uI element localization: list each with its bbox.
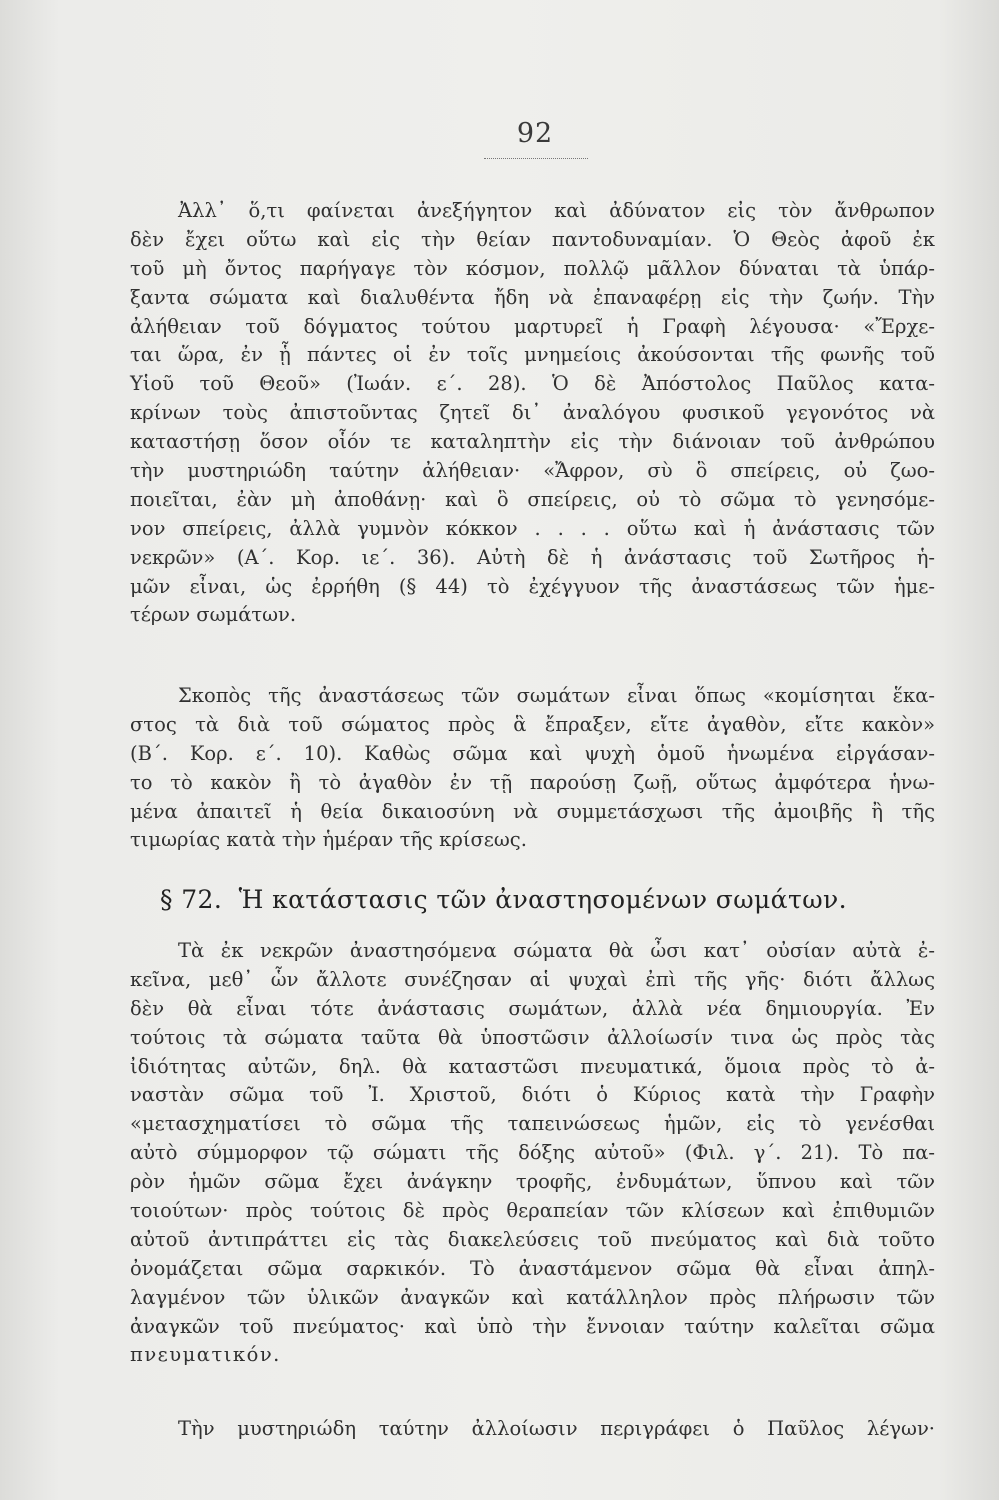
text-line: πνευματικόν.: [130, 1343, 281, 1367]
section-title: Ἡ κατάστασις τῶν ἀναστησομένων σωμάτων.: [238, 885, 847, 914]
text-line: ναστὰν σῶμα τοῦ Ἰ. Χριστοῦ, διότι ὁ Κύριος κατὰ τὴν Γραφὴν: [130, 1083, 935, 1107]
text-line: νον σπείρεις, ἀλλὰ γυμνὸν κόκκον . . . . οὕτω καὶ ἡ ἀνάστασις τῶν: [130, 516, 935, 540]
text-line: νεκρῶν» (Α΄. Κορ. ιε΄. 36). Αὐτὴ δὲ ἡ ἀνάστασις τοῦ Σωτῆρος ἡ-: [130, 545, 935, 569]
section-heading: [160, 885, 920, 914]
text-line: ται ὥρα, ἐν ᾗ πάντες οἱ ἐν τοῖς μνημείοις ἀκούσονται τῆς φωνῆς τοῦ: [130, 343, 935, 367]
text-line: Υἱοῦ τοῦ Θεοῦ» (Ἰωάν. ε΄. 28). Ὁ δὲ Ἀπόστολος Παῦλος κατα-: [130, 372, 935, 396]
paragraph-2: [130, 682, 935, 855]
text-line: «μετασχηματίσει τὸ σῶμα τῆς ταπεινώσεως ἡμῶν, εἰς τὸ γενέσθαι: [130, 1112, 935, 1136]
text-line: ποιεῖται, ἐὰν μὴ ἀποθάνῃ· καὶ ὃ σπείρεις, οὐ τὸ σῶμα τὸ γενησόμε-: [130, 487, 935, 511]
text-line: ἀλήθειαν τοῦ δόγματος τούτου μαρτυρεῖ ἡ Γραφὴ λέγουσα· «Ἔρχε-: [130, 314, 935, 338]
text-line: στος τὰ διὰ τοῦ σώματος πρὸς ἃ ἔπραξεν, εἴτε ἀγαθὸν, εἴτε κακὸν»: [130, 712, 935, 736]
text-line: αὐτοῦ ἀντιπράττει εἰς τὰς διακελεύσεις τοῦ πνεύματος καὶ διὰ τοῦτο: [130, 1227, 935, 1251]
section-number: § 72.: [160, 885, 223, 914]
text-line: τέρων σωμάτων.: [130, 603, 297, 627]
text-line: τιμωρίας κατὰ τὴν ἡμέραν τῆς κρίσεως.: [130, 828, 527, 852]
text-line: μῶν εἶναι, ὡς ἐρρήθη (§ 44) τὸ ἐχέγγυον τῆς ἀναστάσεως τῶν ἡμε-: [130, 574, 935, 598]
text-line: τοῦ μὴ ὄντος παρήγαγε τὸν κόσμον, πολλῷ μᾶλλον δύναται τὰ ὑπάρ-: [130, 256, 935, 280]
paragraph-1: [130, 197, 935, 630]
text-line: Τὴν μυστηριώδη ταύτην ἀλλοίωσιν περιγράφει ὁ Παῦλος λέγων·: [178, 1417, 935, 1440]
text-line: Ἀλλ᾽ ὅ,τι φαίνεται ἀνεξήγητον καὶ ἀδύνατον εἰς τὸν ἄνθρωπον: [178, 199, 935, 222]
text-line: κρίνων τοὺς ἀπιστοῦντας ζητεῖ δι᾽ ἀναλόγου φυσικοῦ γεγονότος νὰ: [130, 401, 935, 425]
paragraph-3: [130, 937, 935, 1370]
text-line: ὀνομάζεται σῶμα σαρκικόν. Τὸ ἀναστάμενον σῶμα θὰ εἶναι ἀπηλ-: [130, 1256, 935, 1280]
text-line: τὴν μυστηριώδη ταύτην ἀλήθειαν· «Ἄφρον, σὺ ὃ σπείρεις, οὐ ζωο-: [130, 459, 935, 483]
paragraph-4: [130, 1415, 935, 1444]
text-line: κεῖνα, μεθ᾽ ὧν ἄλλοτε συνέζησαν αἱ ψυχαὶ ἐπὶ τῆς γῆς· διότι ἄλλως: [130, 967, 935, 991]
text-line: αὐτὸ σύμμορφον τῷ σώματι τῆς δόξης αὐτοῦ» (Φιλ. γ΄. 21). Τὸ πα-: [130, 1141, 935, 1165]
header-rule: [484, 158, 588, 159]
text-line: Τὰ ἐκ νεκρῶν ἀναστησόμενα σώματα θὰ ὦσι κατ᾽ οὐσίαν αὐτὰ ἐ-: [178, 939, 935, 962]
text-line: καταστήσῃ ὅσον οἷόν τε καταληπτὴν εἰς τὴν διάνοιαν τοῦ ἀνθρώπου: [130, 430, 935, 454]
text-line: (Β΄. Κορ. ε΄. 10). Καθὼς σῶμα καὶ ψυχὴ ὁμοῦ ἡνωμένα εἰργάσαν-: [130, 741, 935, 765]
text-line: Σκοπὸς τῆς ἀναστάσεως τῶν σωμάτων εἶναι ὅπως «κομίσηται ἕκα-: [178, 684, 935, 707]
text-line: μένα ἀπαιτεῖ ἡ θεία δικαιοσύνη νὰ συμμετάσχωσι τῆς ἀμοιβῆς ἢ τῆς: [130, 799, 935, 823]
text-line: λαγμένον τῶν ὑλικῶν ἀναγκῶν καὶ κατάλληλον πρὸς πλήρωσιν τῶν: [130, 1285, 935, 1309]
page-number: 92: [516, 118, 554, 149]
text-line: το τὸ κακὸν ἢ τὸ ἀγαθὸν ἐν τῇ παρούσῃ ζωῇ, οὕτως ἀμφότερα ἡνω-: [130, 770, 935, 794]
text-line: ἀναγκῶν τοῦ πνεύματος· καὶ ὑπὸ τὴν ἔννοιαν ταύτην καλεῖται σῶμα: [130, 1314, 935, 1338]
text-line: ρὸν ἡμῶν σῶμα ἔχει ἀνάγκην τροφῆς, ἐνδυμάτων, ὕπνου καὶ τῶν: [130, 1170, 935, 1194]
text-line: δὲν ἔχει οὕτω καὶ εἰς τὴν θείαν παντοδυναμίαν. Ὁ Θεὸς ἀφοῦ ἐκ: [130, 227, 935, 251]
text-line: ξαντα σώματα καὶ διαλυθέντα ἤδη νὰ ἐπαναφέρῃ εἰς τὴν ζωήν. Τὴν: [130, 285, 935, 309]
text-line: ἰδιότητας αὐτῶν, δηλ. θὰ καταστῶσι πνευματικά, ὅμοια πρὸς τὸ ἀ-: [130, 1054, 935, 1078]
text-line: δὲν θὰ εἶναι τότε ἀνάστασις σωμάτων, ἀλλὰ νέα δημιουργία. Ἐν: [130, 996, 935, 1020]
text-line: τούτοις τὰ σώματα ταῦτα θὰ ὑποστῶσιν ἀλλοίωσίν τινα ὡς πρὸς τὰς: [130, 1025, 935, 1049]
text-line: τοιούτων· πρὸς τούτοις δὲ πρὸς θεραπείαν τῶν κλίσεων καὶ ἐπιθυμιῶν: [130, 1199, 935, 1223]
